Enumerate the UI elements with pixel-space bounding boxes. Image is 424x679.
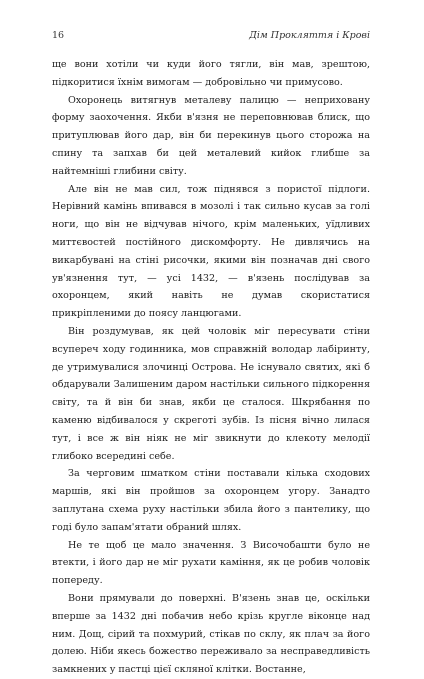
paragraph-2: Охоронець витягнув металеву палицю — неприховану форму заохочення. Якби в'язня не переповнював блиск, що притуплював його дар, він би перекинув цього сторожа на спину та запхав би цей металевий кийок глибше за найтемніші глибини світу. (52, 94, 370, 177)
paragraph-7: Вони прямували до поверхні. В'язень знав це, оскільки вперше за 1432 дні побачив небо крізь кругле віконце над ним. Дощ, сірий та похмурий, стікав по склу, як плач за його долею. Ніби якесь божество переживало за несправедливість замкнених у пастці цієї скляної клітки. Востанне, (52, 592, 370, 676)
paragraph-3: Але він не мав сил, тож піднявся з пористої підлоги. Нерівний камінь впивався в мозолі і так сильно кусав за голі ноги, що він не відчував нічого, крім маленьких, уїдливих миттєвостей постійного дискомфорту. Не дивлячись на викарбувані на стіні рисочки, якими він позначав дні свого ув'язнення тут, — усі 1432, — в'язень послідував за охоронцем, який навіть не думав скористатися прикріпленими до поясу ланцюгами. (52, 183, 370, 320)
body-text (52, 56, 370, 679)
paragraph-4: Він роздумував, як цей чоловік міг пересувати стіни всупереч ходу годинника, мов справжній володар лабіринту, де утримувалися злочинці Острова. Не існувало святих, які б обдарували Залишеним даром настільки сильного підкорення світу, та й він би знав, якби це сталося. Шкрябання по каменю відбивалося у скреготі зубів. Із пісня вічно лилася тут, і все ж він ніяк не міг звикнути до клекоту мелодії глибоко всередині себе. (52, 325, 370, 462)
paragraph-1: ще вони хотіли чи куди його тягли, він мав, зрештою, підкоритися їхнім вимогам — добровільно чи примусово. (52, 59, 370, 88)
paragraph-5: За черговим шматком стіни поставали кілька сходових маршів, які він пройшов за охоронцем угору. Занадто заплутана схема руху настільки збила його з пантелику, що годі було запам'ятати обраний шлях. (52, 468, 370, 533)
running-title: Дім Прокляття і Крові (249, 30, 370, 41)
paragraph-6: Не те щоб це мало значення. З Височобашти було не втекти, і його дар не міг рухати каміння, як це робив чоловік попереду. (52, 539, 370, 587)
running-header (52, 30, 370, 44)
page-number: 16 (52, 30, 65, 41)
